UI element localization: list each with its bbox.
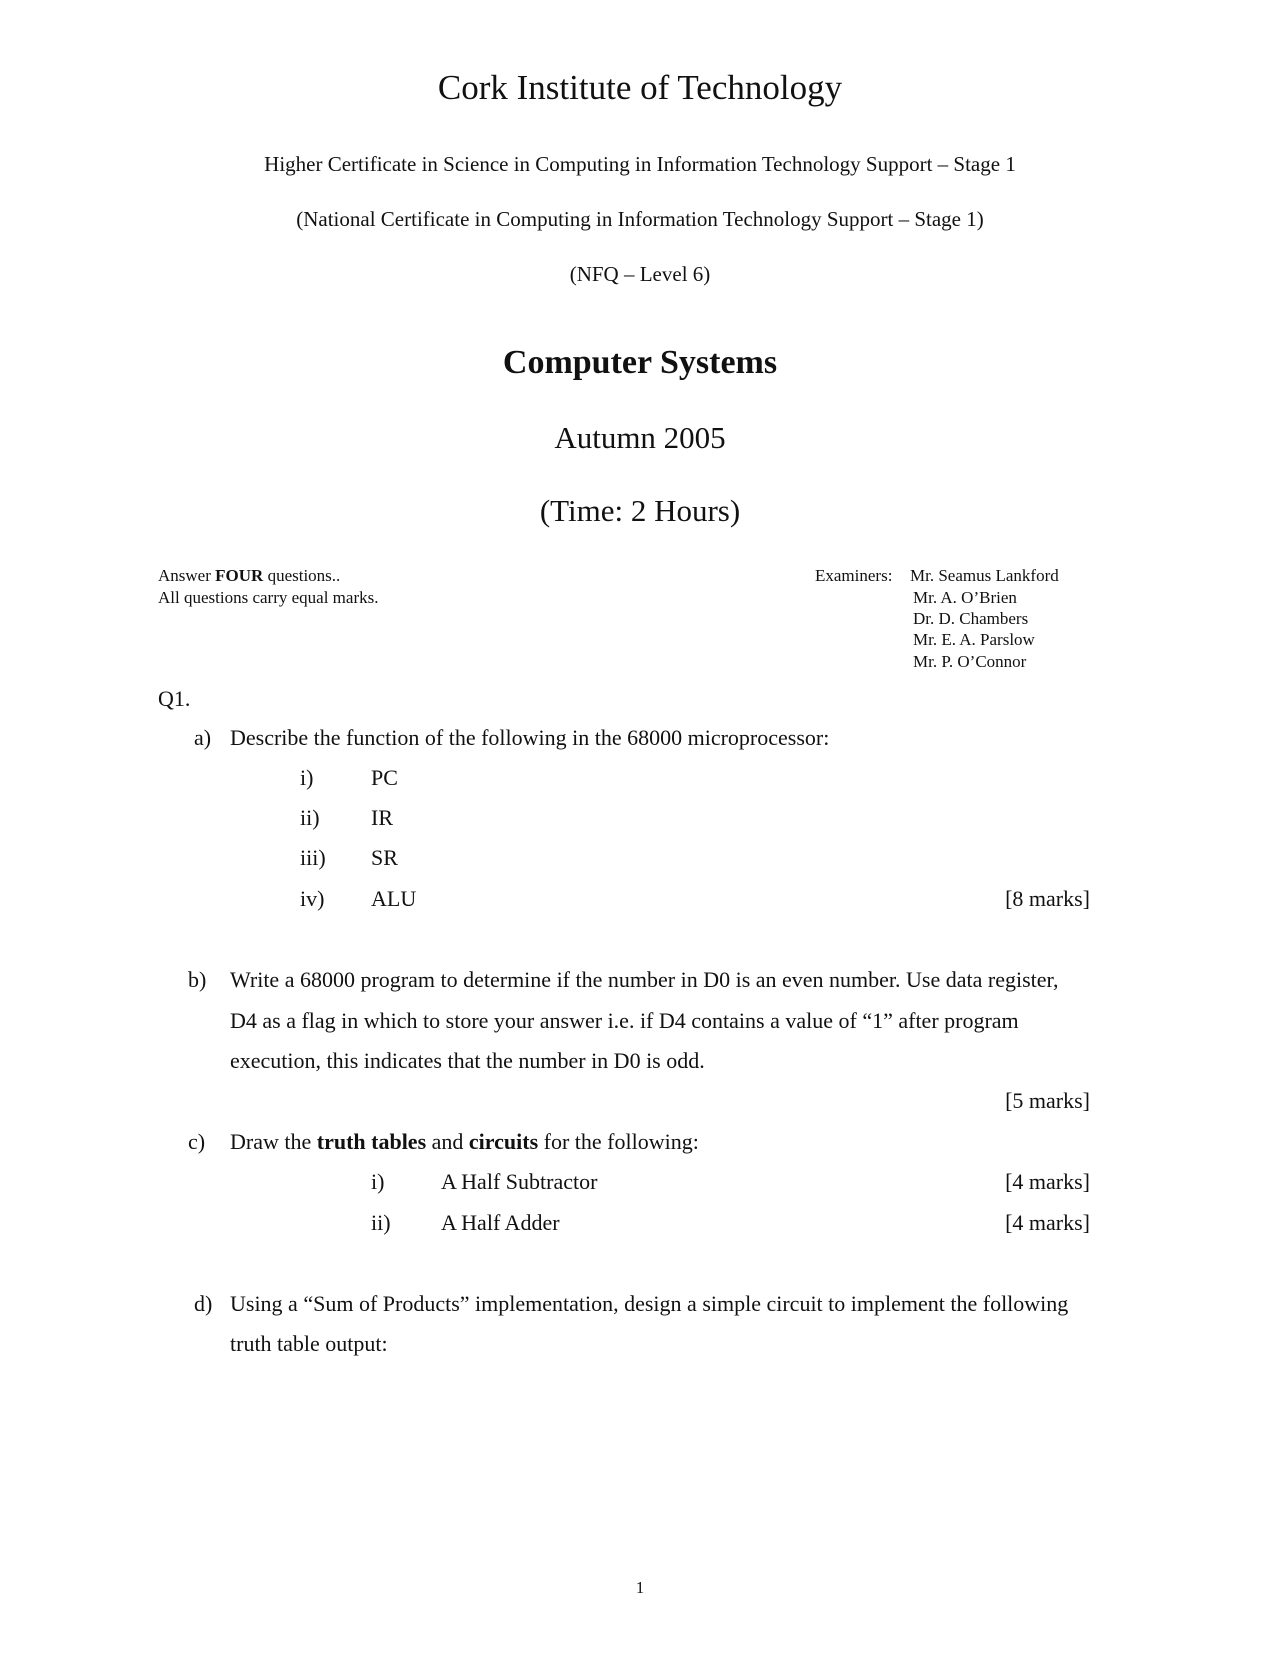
part-c-text: Draw the truth tables and circuits for the following:	[230, 1129, 699, 1154]
list-item-number: ii)	[300, 805, 320, 830]
part-b-text: D4 as a flag in which to store your answer i.e. if D4 contains a value of “1” after program	[230, 1008, 1019, 1033]
examiner-name: Mr. Seamus Lankford	[910, 566, 1059, 585]
part-b-text: execution, this indicates that the number in D0 is odd.	[230, 1048, 705, 1073]
list-item-number: i)	[371, 1169, 385, 1194]
national-certificate: (National Certificate in Computing in Information Technology Support – Stage 1)	[296, 207, 984, 231]
examiner-name: Mr. P. O’Connor	[913, 652, 1027, 671]
instruction-equal-marks: All questions carry equal marks.	[158, 588, 379, 607]
examiners-label: Examiners:	[815, 566, 893, 585]
list-item-number: i)	[300, 765, 314, 790]
question-title: Q1.	[158, 686, 191, 711]
nfq-level: (NFQ – Level 6)	[569, 262, 711, 286]
examiner-name: Mr. E. A. Parslow	[913, 630, 1035, 649]
examiner-name: Dr. D. Chambers	[913, 609, 1029, 628]
part-c-label: c)	[188, 1129, 206, 1154]
part-b-label: b)	[188, 967, 207, 992]
list-item-text: ALU	[371, 886, 417, 911]
part-a-label: a)	[194, 725, 212, 750]
list-item-text: IR	[371, 805, 393, 830]
examiner-name: Mr. A. O’Brien	[913, 588, 1017, 607]
list-item-text: PC	[371, 765, 398, 790]
programme-title: Higher Certificate in Science in Computing in Information Technology Support – Stage 1	[264, 152, 1016, 176]
part-b-text: Write a 68000 program to determine if the number in D0 is an even number. Use data register,	[230, 967, 1059, 992]
exam-duration: (Time: 2 Hours)	[539, 493, 741, 528]
part-d-label: d)	[194, 1291, 213, 1316]
part-a-text: Describe the function of the following in the 68000 microprocessor:	[230, 725, 830, 750]
list-item-number: iv)	[300, 886, 325, 911]
exam-session: Autumn 2005	[554, 420, 726, 455]
list-item-number: iii)	[300, 845, 326, 870]
list-item-text: A Half Subtractor	[441, 1169, 598, 1194]
part-d-text: Using a “Sum of Products” implementation, design a simple circuit to implement the following	[230, 1291, 1069, 1316]
institution-name: Cork Institute of Technology	[437, 68, 843, 107]
list-item-number: ii)	[371, 1210, 391, 1235]
list-item-text: A Half Adder	[441, 1210, 560, 1235]
part-d-text: truth table output:	[230, 1331, 388, 1356]
marks-label: [5 marks]	[1005, 1088, 1090, 1113]
page-number: 1	[635, 1578, 645, 1597]
marks-label: [4 marks]	[1005, 1210, 1090, 1235]
marks-label: [8 marks]	[1005, 886, 1090, 911]
list-item-text: SR	[371, 845, 398, 870]
marks-label: [4 marks]	[1005, 1169, 1090, 1194]
instruction-answer-count: Answer FOUR questions..	[158, 566, 341, 585]
subject-title: Computer Systems	[502, 344, 778, 381]
